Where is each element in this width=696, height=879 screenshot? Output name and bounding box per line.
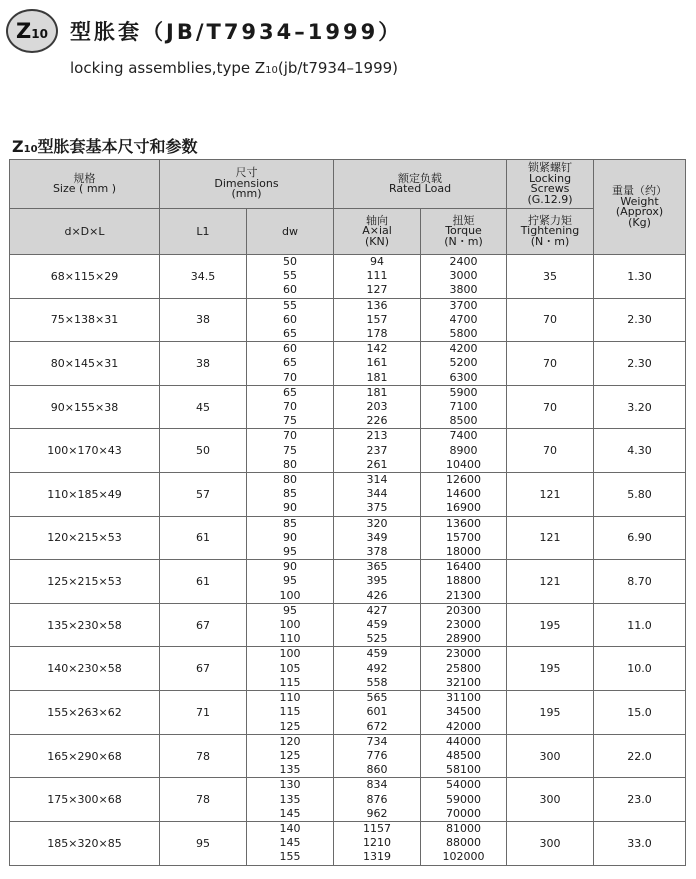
cell-axial-value: 1210 xyxy=(363,836,392,850)
cell-torque-value: 6300 xyxy=(449,370,478,384)
cell-size: 175×300×68 xyxy=(10,778,160,822)
cell-torque-value: 5900 xyxy=(449,385,478,399)
section-title-sub: 10 xyxy=(23,144,38,155)
header-screw-en1: Locking xyxy=(528,171,572,185)
spec-table-body xyxy=(10,255,686,866)
cell-axial-value: 734 xyxy=(366,734,388,748)
header-screw-cn: 锁紧螺钉 xyxy=(528,161,573,174)
cell-axial-value: 181 xyxy=(366,385,388,399)
cell-dw-value: 100 xyxy=(279,618,301,632)
cell-axial-value: 378 xyxy=(366,545,388,559)
cell-axial-value: 962 xyxy=(366,806,388,820)
cell-dw xyxy=(247,429,334,473)
cell-axial xyxy=(334,560,421,604)
cell-axial-value: 395 xyxy=(366,574,388,588)
header-size-cn: 规格 xyxy=(73,171,96,185)
cell-axial-value: 365 xyxy=(366,560,388,574)
badge-number: 10 xyxy=(31,27,48,41)
cell-axial-value: 344 xyxy=(366,487,388,501)
cell-axial-value: 672 xyxy=(366,719,388,733)
cell-weight: 8.70 xyxy=(594,560,686,604)
cell-weight: 23.0 xyxy=(594,778,686,822)
table-row xyxy=(10,691,686,735)
cell-tightening: 35 xyxy=(507,255,594,299)
cell-torque xyxy=(421,342,507,386)
cell-torque xyxy=(421,734,507,778)
cell-dw xyxy=(247,516,334,560)
cell-axial-value: 427 xyxy=(366,603,388,617)
cell-torque xyxy=(421,298,507,342)
cell-torque-value: 7100 xyxy=(449,400,478,414)
header-tight-cn: 拧紧力矩 xyxy=(528,213,573,227)
cell-torque-value: 59000 xyxy=(446,792,482,806)
cell-torque-value: 58100 xyxy=(446,763,482,777)
cell-axial-value: 161 xyxy=(366,356,388,370)
cell-dw-value: 125 xyxy=(279,719,301,733)
cell-L1: 57 xyxy=(160,473,247,517)
cell-axial-value: 127 xyxy=(366,283,388,297)
cell-dw-value: 125 xyxy=(279,748,301,762)
cell-torque-value: 4200 xyxy=(449,342,478,356)
cell-torque-value: 5200 xyxy=(449,356,478,370)
header-load-cn: 额定负载 xyxy=(398,171,443,185)
cell-dw-value: 110 xyxy=(279,632,301,646)
cell-torque-value: 23000 xyxy=(446,647,482,661)
cell-axial-value: 203 xyxy=(366,400,388,414)
cell-tightening: 300 xyxy=(507,734,594,778)
section-title-post: 型胀套基本尺寸和参数 xyxy=(37,137,198,156)
cell-L1: 50 xyxy=(160,429,247,473)
header-torque-unit: (N・m) xyxy=(444,234,483,248)
cell-dw-value: 60 xyxy=(283,312,297,326)
cell-axial-value: 142 xyxy=(366,342,388,356)
cell-axial-value: 157 xyxy=(366,312,388,326)
cell-size: 68×115×29 xyxy=(10,255,160,299)
cell-dw xyxy=(247,342,334,386)
cell-axial-value: 375 xyxy=(366,501,388,515)
header-row-1 xyxy=(10,160,686,209)
cell-weight: 22.0 xyxy=(594,734,686,778)
cell-torque-value: 42000 xyxy=(446,719,482,733)
cell-axial xyxy=(334,516,421,560)
cell-size: 155×263×62 xyxy=(10,691,160,735)
cell-axial xyxy=(334,603,421,647)
cell-tightening: 70 xyxy=(507,298,594,342)
cell-dw-value: 85 xyxy=(283,487,297,501)
cell-dw-value: 135 xyxy=(279,792,301,806)
cell-size: 185×320×85 xyxy=(10,821,160,865)
subtitle-sub: 10 xyxy=(265,65,278,76)
header-dimensions xyxy=(160,160,334,209)
cell-dw-value: 70 xyxy=(283,400,297,414)
header-weight-en1: Weight xyxy=(620,194,659,208)
cell-torque-value: 81000 xyxy=(446,821,482,835)
cell-dw-value: 70 xyxy=(283,370,297,384)
cell-torque-value: 12600 xyxy=(446,473,482,487)
cell-torque-value: 44000 xyxy=(446,734,482,748)
cell-dw-value: 70 xyxy=(283,429,297,443)
header-weight-cn: 重量（约） xyxy=(612,184,668,197)
cell-torque-value: 7400 xyxy=(449,429,478,443)
table-row xyxy=(10,734,686,778)
header-dim-cn: 尺寸 xyxy=(235,166,258,180)
cell-axial xyxy=(334,734,421,778)
cell-axial-value: 860 xyxy=(366,763,388,777)
cell-dw xyxy=(247,778,334,822)
cell-torque-value: 34500 xyxy=(446,705,482,719)
cell-dw xyxy=(247,385,334,429)
table-row xyxy=(10,255,686,299)
subtitle-post: (jb/t7934–1999) xyxy=(277,59,399,77)
cell-torque-value: 13600 xyxy=(446,516,482,530)
cell-axial-value: 492 xyxy=(366,661,388,675)
cell-L1: 67 xyxy=(160,647,247,691)
cell-L1: 38 xyxy=(160,298,247,342)
cell-torque-value: 88000 xyxy=(446,836,482,850)
cell-axial xyxy=(334,691,421,735)
cell-axial xyxy=(334,647,421,691)
cell-L1: 61 xyxy=(160,560,247,604)
cell-torque xyxy=(421,603,507,647)
cell-tightening: 121 xyxy=(507,473,594,517)
header-axial-en: A×ial xyxy=(362,224,392,238)
cell-dw-value: 55 xyxy=(283,298,297,312)
cell-axial xyxy=(334,385,421,429)
cell-size: 80×145×31 xyxy=(10,342,160,386)
cell-L1: 45 xyxy=(160,385,247,429)
cell-tightening: 195 xyxy=(507,691,594,735)
cell-axial-value: 459 xyxy=(366,618,388,632)
cell-weight: 11.0 xyxy=(594,603,686,647)
cell-torque xyxy=(421,429,507,473)
cell-dw-value: 115 xyxy=(279,675,301,689)
cell-tightening: 70 xyxy=(507,385,594,429)
cell-axial-value: 111 xyxy=(366,269,388,283)
cell-torque-value: 20300 xyxy=(446,603,482,617)
cell-dw xyxy=(247,734,334,778)
cell-L1: 38 xyxy=(160,342,247,386)
cell-weight: 3.20 xyxy=(594,385,686,429)
cell-dw-value: 90 xyxy=(283,501,297,515)
cell-size: 135×230×58 xyxy=(10,603,160,647)
cell-torque-value: 32100 xyxy=(446,675,482,689)
cell-dw-value: 95 xyxy=(283,574,297,588)
cell-weight: 2.30 xyxy=(594,298,686,342)
cell-dw-value: 145 xyxy=(279,836,301,850)
cell-torque xyxy=(421,691,507,735)
cell-torque-value: 5800 xyxy=(449,327,478,341)
header-dim-unit: (mm) xyxy=(231,187,262,201)
cell-weight: 6.90 xyxy=(594,516,686,560)
cell-tightening: 195 xyxy=(507,603,594,647)
header-tightening xyxy=(507,209,594,255)
cell-axial-value: 314 xyxy=(366,473,388,487)
header-torque-en: Torque xyxy=(445,224,482,238)
cell-dw xyxy=(247,298,334,342)
series-badge xyxy=(6,9,58,53)
cell-weight: 2.30 xyxy=(594,342,686,386)
header-size-en: Size ( mm ) xyxy=(52,182,117,195)
table-row xyxy=(10,821,686,865)
table-row xyxy=(10,560,686,604)
header-tight-unit: (N・m) xyxy=(530,234,570,248)
cell-torque-value: 16400 xyxy=(446,560,482,574)
cell-size: 110×185×49 xyxy=(10,473,160,517)
cell-torque-value: 3800 xyxy=(449,283,478,297)
cell-axial xyxy=(334,429,421,473)
cell-torque-value: 10400 xyxy=(446,457,482,471)
cell-dw-value: 110 xyxy=(279,691,301,705)
page-subtitle xyxy=(70,59,398,77)
cell-torque-value: 102000 xyxy=(442,850,485,864)
header-screw-grade: (G.12.9) xyxy=(527,192,573,206)
cell-axial-value: 426 xyxy=(366,588,388,602)
cell-weight: 15.0 xyxy=(594,691,686,735)
cell-L1: 67 xyxy=(160,603,247,647)
page-title: 型胀套（JB/T7934–1999） xyxy=(70,20,403,44)
cell-torque-value: 23000 xyxy=(446,618,482,632)
header-row-2 xyxy=(10,209,686,255)
cell-dw xyxy=(247,560,334,604)
cell-size: 75×138×31 xyxy=(10,298,160,342)
cell-L1: 71 xyxy=(160,691,247,735)
header-weight-unit: (Kg) xyxy=(628,215,651,229)
cell-tightening: 70 xyxy=(507,429,594,473)
cell-torque xyxy=(421,516,507,560)
cell-torque-value: 14600 xyxy=(446,487,482,501)
cell-axial-value: 459 xyxy=(366,647,388,661)
cell-torque-value: 54000 xyxy=(446,778,482,792)
header-axial-unit: (KN) xyxy=(365,234,390,248)
cell-axial-value: 94 xyxy=(370,255,385,268)
cell-weight: 33.0 xyxy=(594,821,686,865)
cell-dw-value: 85 xyxy=(283,516,297,530)
cell-torque-value: 25800 xyxy=(446,661,482,675)
cell-torque-value: 3700 xyxy=(449,298,478,312)
cell-tightening: 70 xyxy=(507,342,594,386)
cell-size: 140×230×58 xyxy=(10,647,160,691)
cell-axial-value: 261 xyxy=(366,457,388,471)
cell-size: 90×155×38 xyxy=(10,385,160,429)
table-row xyxy=(10,298,686,342)
cell-torque-value: 2400 xyxy=(449,255,478,268)
cell-axial-value: 525 xyxy=(366,632,388,646)
cell-dw-value: 80 xyxy=(283,457,297,471)
cell-dw-value: 55 xyxy=(283,269,297,283)
header-torque xyxy=(421,209,507,255)
header-tight-en: Tightening xyxy=(520,224,580,238)
cell-dw-value: 65 xyxy=(283,327,297,341)
cell-weight: 4.30 xyxy=(594,429,686,473)
cell-dw xyxy=(247,255,334,299)
cell-torque-value: 8500 xyxy=(449,414,478,428)
cell-axial-value: 558 xyxy=(366,675,388,689)
header-dim-en: Dimensions xyxy=(214,176,279,190)
header-axial xyxy=(334,209,421,255)
cell-torque xyxy=(421,778,507,822)
header-load-en: Rated Load xyxy=(388,182,452,195)
table-row xyxy=(10,473,686,517)
cell-tightening: 121 xyxy=(507,560,594,604)
cell-size: 125×215×53 xyxy=(10,560,160,604)
cell-dw xyxy=(247,603,334,647)
cell-axial-value: 181 xyxy=(366,370,388,384)
cell-dw-value: 95 xyxy=(283,603,297,617)
table-row xyxy=(10,778,686,822)
cell-size: 165×290×68 xyxy=(10,734,160,778)
table-row xyxy=(10,429,686,473)
cell-torque-value: 3000 xyxy=(449,269,478,283)
cell-axial xyxy=(334,298,421,342)
cell-tightening: 300 xyxy=(507,821,594,865)
cell-axial xyxy=(334,473,421,517)
cell-dw xyxy=(247,473,334,517)
cell-tightening: 121 xyxy=(507,516,594,560)
spec-table xyxy=(9,159,686,866)
cell-axial-value: 1157 xyxy=(363,821,392,835)
cell-torque-value: 21300 xyxy=(446,588,482,602)
cell-dw-value: 75 xyxy=(283,443,297,457)
cell-torque-value: 48500 xyxy=(446,748,482,762)
cell-torque xyxy=(421,647,507,691)
cell-axial-value: 1319 xyxy=(363,850,392,864)
cell-L1: 34.5 xyxy=(160,255,247,299)
header-size xyxy=(10,160,160,209)
cell-dw-value: 90 xyxy=(283,560,297,574)
cell-torque-value: 28900 xyxy=(446,632,482,646)
cell-axial-value: 834 xyxy=(366,778,388,792)
cell-weight: 10.0 xyxy=(594,647,686,691)
badge-letter: Z xyxy=(16,19,32,43)
cell-L1: 61 xyxy=(160,516,247,560)
cell-torque xyxy=(421,560,507,604)
cell-torque xyxy=(421,255,507,299)
cell-torque-value: 4700 xyxy=(449,312,478,326)
cell-torque xyxy=(421,473,507,517)
cell-axial xyxy=(334,255,421,299)
cell-axial-value: 226 xyxy=(366,414,388,428)
cell-axial-value: 213 xyxy=(366,429,388,443)
header-locking-screws xyxy=(507,160,594,209)
cell-axial xyxy=(334,821,421,865)
header-weight-en2: (Approx) xyxy=(615,205,664,218)
subtitle-pre: locking assemblies,type Z xyxy=(70,59,266,77)
cell-dw xyxy=(247,691,334,735)
header-L1: L1 xyxy=(160,209,247,255)
cell-axial xyxy=(334,778,421,822)
cell-torque-value: 31100 xyxy=(446,691,482,705)
cell-size: 120×215×53 xyxy=(10,516,160,560)
cell-axial-value: 320 xyxy=(366,516,388,530)
cell-dw xyxy=(247,821,334,865)
cell-torque-value: 18000 xyxy=(446,545,482,559)
cell-L1: 78 xyxy=(160,778,247,822)
cell-axial-value: 601 xyxy=(366,705,388,719)
cell-torque xyxy=(421,821,507,865)
table-row xyxy=(10,516,686,560)
cell-axial-value: 178 xyxy=(366,327,388,341)
cell-dw-value: 95 xyxy=(283,545,297,559)
cell-torque-value: 70000 xyxy=(446,806,482,820)
cell-weight: 1.30 xyxy=(594,255,686,299)
cell-L1: 78 xyxy=(160,734,247,778)
cell-dw-value: 155 xyxy=(279,850,301,864)
table-row xyxy=(10,603,686,647)
cell-axial-value: 876 xyxy=(366,792,388,806)
cell-dw-value: 145 xyxy=(279,806,301,820)
cell-tightening: 195 xyxy=(507,647,594,691)
header-axial-cn: 轴向 xyxy=(366,213,389,227)
cell-L1: 95 xyxy=(160,821,247,865)
cell-dw-value: 100 xyxy=(279,647,301,661)
cell-dw-value: 65 xyxy=(283,385,297,399)
cell-dw-value: 80 xyxy=(283,473,297,487)
cell-size: 100×170×43 xyxy=(10,429,160,473)
header-dDL: d×D×L xyxy=(10,209,160,255)
section-title-pre: Z xyxy=(12,137,24,156)
cell-dw-value: 50 xyxy=(283,255,297,268)
cell-axial-value: 237 xyxy=(366,443,388,457)
cell-dw-value: 60 xyxy=(283,342,297,356)
cell-axial-value: 136 xyxy=(366,298,388,312)
cell-dw-value: 60 xyxy=(283,283,297,297)
cell-dw-value: 75 xyxy=(283,414,297,428)
table-row xyxy=(10,342,686,386)
cell-torque-value: 16900 xyxy=(446,501,482,515)
cell-axial-value: 776 xyxy=(366,748,388,762)
table-row xyxy=(10,385,686,429)
header-weight xyxy=(594,160,686,255)
cell-dw xyxy=(247,647,334,691)
header-torque-cn: 扭矩 xyxy=(452,213,475,227)
cell-dw-value: 90 xyxy=(283,530,297,544)
header-dw: dw xyxy=(247,209,334,255)
cell-dw-value: 130 xyxy=(279,778,301,792)
cell-axial-value: 349 xyxy=(366,530,388,544)
cell-torque-value: 15700 xyxy=(446,530,482,544)
cell-weight: 5.80 xyxy=(594,473,686,517)
cell-axial-value: 565 xyxy=(366,691,388,705)
cell-dw-value: 115 xyxy=(279,705,301,719)
header-rated-load xyxy=(334,160,507,209)
cell-axial xyxy=(334,342,421,386)
cell-dw-value: 140 xyxy=(279,821,301,835)
cell-dw-value: 105 xyxy=(279,661,301,675)
cell-tightening: 300 xyxy=(507,778,594,822)
section-title xyxy=(12,134,198,157)
cell-torque-value: 18800 xyxy=(446,574,482,588)
cell-dw-value: 100 xyxy=(279,588,301,602)
table-row xyxy=(10,647,686,691)
cell-torque-value: 8900 xyxy=(449,443,478,457)
cell-dw-value: 120 xyxy=(279,734,301,748)
cell-torque xyxy=(421,385,507,429)
cell-dw-value: 65 xyxy=(283,356,297,370)
header-screw-en2: Screws xyxy=(530,182,570,195)
cell-dw-value: 135 xyxy=(279,763,301,777)
